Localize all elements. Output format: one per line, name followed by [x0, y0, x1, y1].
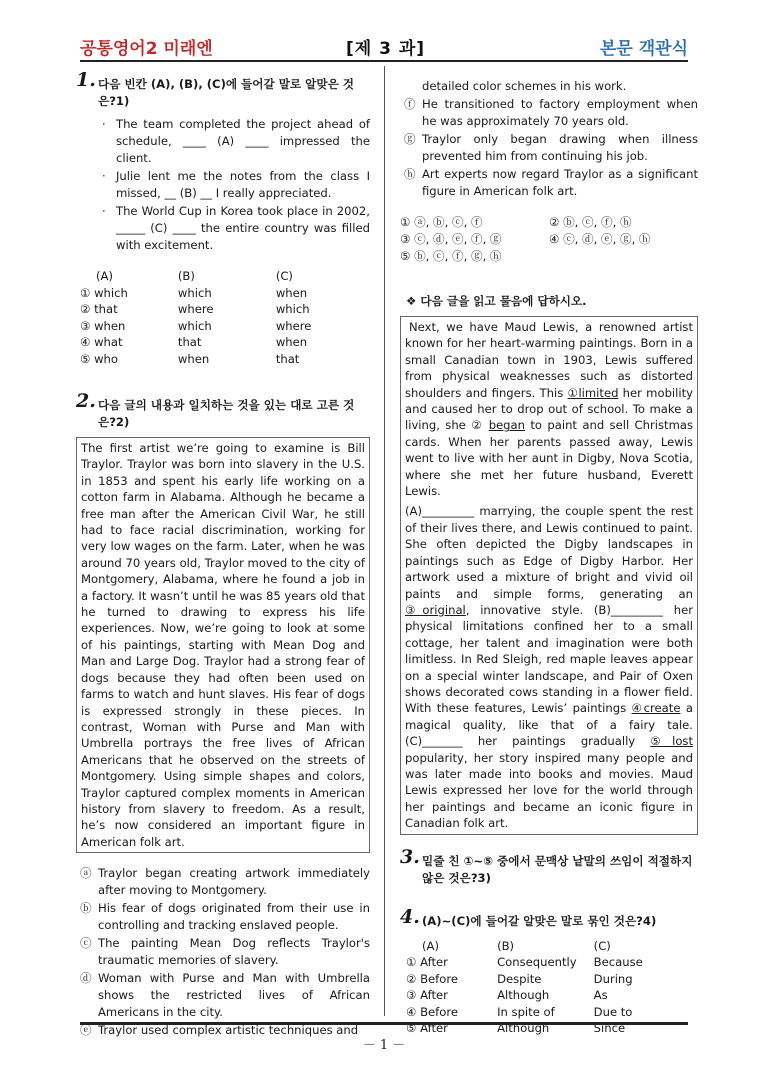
statement-e-continued: detailed color schemes in his work. — [422, 79, 627, 93]
statement-c[interactable]: ⓒ The painting Mean Dog reflects Traylor's traumatic memories of slavery. — [80, 936, 370, 968]
page-number: － 1 － — [362, 1038, 406, 1053]
choice-row — [400, 248, 698, 265]
question-number: 2. — [76, 390, 96, 412]
question-4 — [400, 905, 698, 1037]
header-rule — [80, 60, 688, 62]
question-number: 1. — [76, 69, 96, 91]
choice-4[interactable]: ④ ⓒ, ⓓ, ⓔ, ⓖ, ⓗ — [549, 232, 651, 246]
question-2 — [76, 390, 370, 431]
choice-2[interactable]: ② ⓑ, ⓒ, ⓕ, ⓗ — [549, 215, 632, 229]
question-text: 다음 빈칸 (A), (B), (C)에 들어갈 말로 알맞은 것은?1) — [98, 77, 355, 108]
passage-paragraph-2: (A)_________ marrying, the couple spent the rest of their lives there, and Lewis continued to paint. She often depicted the Digby landscapes in paintings such as Edge of Digby Harbor. Her artwork used a mixture of bright and vivid oil paints and simple forms, generating an ③original, innovative style. (B)_________ her physical limitations confined her to a small cottage, her talent and imagination were both limitless. In Red Sleigh, red maple leaves appear on a special winter landscape, and Pair of Oxen shows decorated cows standing in a flower field. With these features, Lewis’ paintings ④create a magical quality, like that of a fairy tale. (C)_______ her paintings gradually ⑤lost popularity, her story inspired many people and was later made into books and movies. Maud Lewis expressed her love for the world through her paintings and became an iconic figure in Canadian folk art. — [405, 504, 694, 831]
underlined-word-1: ①limited — [567, 385, 619, 400]
instruction: ❖ 다음 글을 읽고 물음에 답하시오. — [406, 294, 587, 308]
options-header: (A) (B) (C) — [96, 269, 293, 283]
option-row[interactable]: ③ After Although As — [406, 988, 608, 1003]
choice-5[interactable]: ⑤ ⓑ, ⓒ, ⓕ, ⓖ, ⓗ — [400, 249, 502, 263]
statement-h[interactable]: ⓗ Art experts now regard Traylor as a significant figure in American folk art. — [404, 167, 698, 198]
footer-rule — [80, 1022, 688, 1025]
left-column — [76, 69, 370, 1040]
choice-row — [400, 214, 698, 231]
choice-1[interactable]: ① ⓐ, ⓑ, ⓒ, ⓕ — [400, 215, 483, 229]
statement-list-left — [76, 865, 370, 1039]
question-text: 다음 글의 내용과 일치하는 것을 있는 대로 고른 것은?2) — [98, 398, 355, 429]
statement-a[interactable]: ⓐ Traylor began creating artwork immediately after moving to Montgomery. — [80, 866, 370, 898]
sentence: · The team completed the project ahead of schedule, ____ (A) ____ impressed the client. — [98, 116, 370, 167]
passage-paragraph-1: Next, we have Maud Lewis, a renowned artist known for her heart-warming paintings. Born in a small Canadian town in 1903, Lewis suffered from physical weaknesses such as distorted shoulders and fingers. This ①limited her mobility and caused her to drop out of school. To make a living, she ② began to paint and sell Christmas cards. When her parents passed away, Lewis went to live with her aunt in Digby, Nova Scotia, where she met her future husband, Everett Lewis. — [405, 320, 694, 499]
option-row[interactable]: ④ what that when — [80, 335, 308, 349]
question-2-choices — [400, 214, 698, 265]
passage-traylor: The first artist we’re going to examine is Bill Traylor. Traylor was born into slavery in the U.S. in 1853 and spent his early life working on a cotton farm in Alabama. Although he became a free man after the American Civil War, he still had to face racial discrimination, working for very low wages on the farm. Later, when he was around 70 years old, Traylor moved to the city of Montgomery, Alabama, where he found a job in a factory. It wasn’t until he was 85 years old that he turned to drawing to express his life experiences. Now, we’re going to look at some of his paintings, starting with Mean Dog and Man and Large Dog. Traylor had a strong fear of dogs because they had often been used on farms to watch and hunt slaves. His fear of dogs is expressed strongly in these pieces. In contrast, Woman with Purse and Man with Umbrella portrays the free lives of African Americans that he observed on the streets of Montgomery. Using simple shapes and colors, Traylor captured complex moments in American history from slavery to freedom. As a result, he’s now considered an important figure in American folk art. — [76, 437, 370, 853]
question-number: 4. — [400, 905, 420, 928]
question-3 — [400, 845, 698, 887]
question-1-sentences — [98, 116, 370, 254]
choice-row — [400, 231, 698, 248]
question-1-options — [80, 268, 352, 367]
choice-3[interactable]: ③ ⓒ, ⓓ, ⓔ, ⓕ, ⓖ — [400, 232, 502, 246]
question-1 — [76, 69, 370, 367]
option-row[interactable]: ④ Before In spite of Due to — [406, 1004, 633, 1019]
statement-d[interactable]: ⓓ Woman with Purse and Man with Umbrella shows the restricted lives of African Americans in the city. — [80, 971, 370, 1020]
question-text: 밑줄 친 ①~⑤ 중에서 문맥상 낱말의 쓰임이 적절하지 않은 것은?3) — [422, 853, 693, 885]
option-row[interactable]: ③ when which where — [80, 318, 312, 333]
underlined-word-3: ③original — [405, 602, 466, 617]
statement-b[interactable]: ⓑ His fear of dogs originated from their use in controlling and tracking enslaved people. — [80, 901, 370, 933]
options-header: (A) (B) (C) — [422, 938, 611, 953]
statement-g[interactable]: ⓖ Traylor only began drawing when illness prevented him from continuing his job. — [404, 132, 698, 163]
underlined-word-2: began — [488, 418, 525, 433]
statement-list-right — [400, 78, 698, 200]
option-row[interactable]: ⑤ who when that — [80, 351, 300, 366]
underlined-word-5: ⑤lost — [650, 734, 693, 749]
header-type: 본문 객관식 — [599, 39, 688, 59]
passage-lewis — [400, 316, 698, 835]
option-row[interactable]: ① which which when — [80, 285, 308, 300]
sentence: · Julie lent me the notes from the class I missed, __ (B) __ I really appreciated. — [98, 168, 370, 202]
statement-f[interactable]: ⓕ He transitioned to factory employment when he was approximately 70 years old. — [404, 97, 698, 128]
header-lesson: [제 3 과] — [346, 39, 426, 59]
right-column — [400, 78, 698, 1047]
underlined-word-4: ④create — [631, 701, 681, 716]
option-row[interactable]: ② that where which — [80, 302, 310, 316]
sentence: · The World Cup in Korea took place in 2002, _____ (C) ____ the entire country was filled with excitement. — [98, 203, 370, 254]
header-subject: 공통영어2 미래엔 — [80, 39, 213, 59]
question-number: 3. — [400, 845, 420, 868]
option-row[interactable]: ⑤ After Although Since — [406, 1021, 626, 1036]
option-row[interactable]: ① After Consequently Because — [406, 955, 643, 970]
question-text: (A)~(C)에 들어갈 알맞은 말로 묶인 것은?4) — [422, 913, 657, 928]
statement-e[interactable]: ⓔ Traylor used complex artistic techniques and — [80, 1023, 359, 1038]
column-divider — [384, 66, 385, 1016]
option-row[interactable]: ② Before Despite During — [406, 971, 633, 986]
